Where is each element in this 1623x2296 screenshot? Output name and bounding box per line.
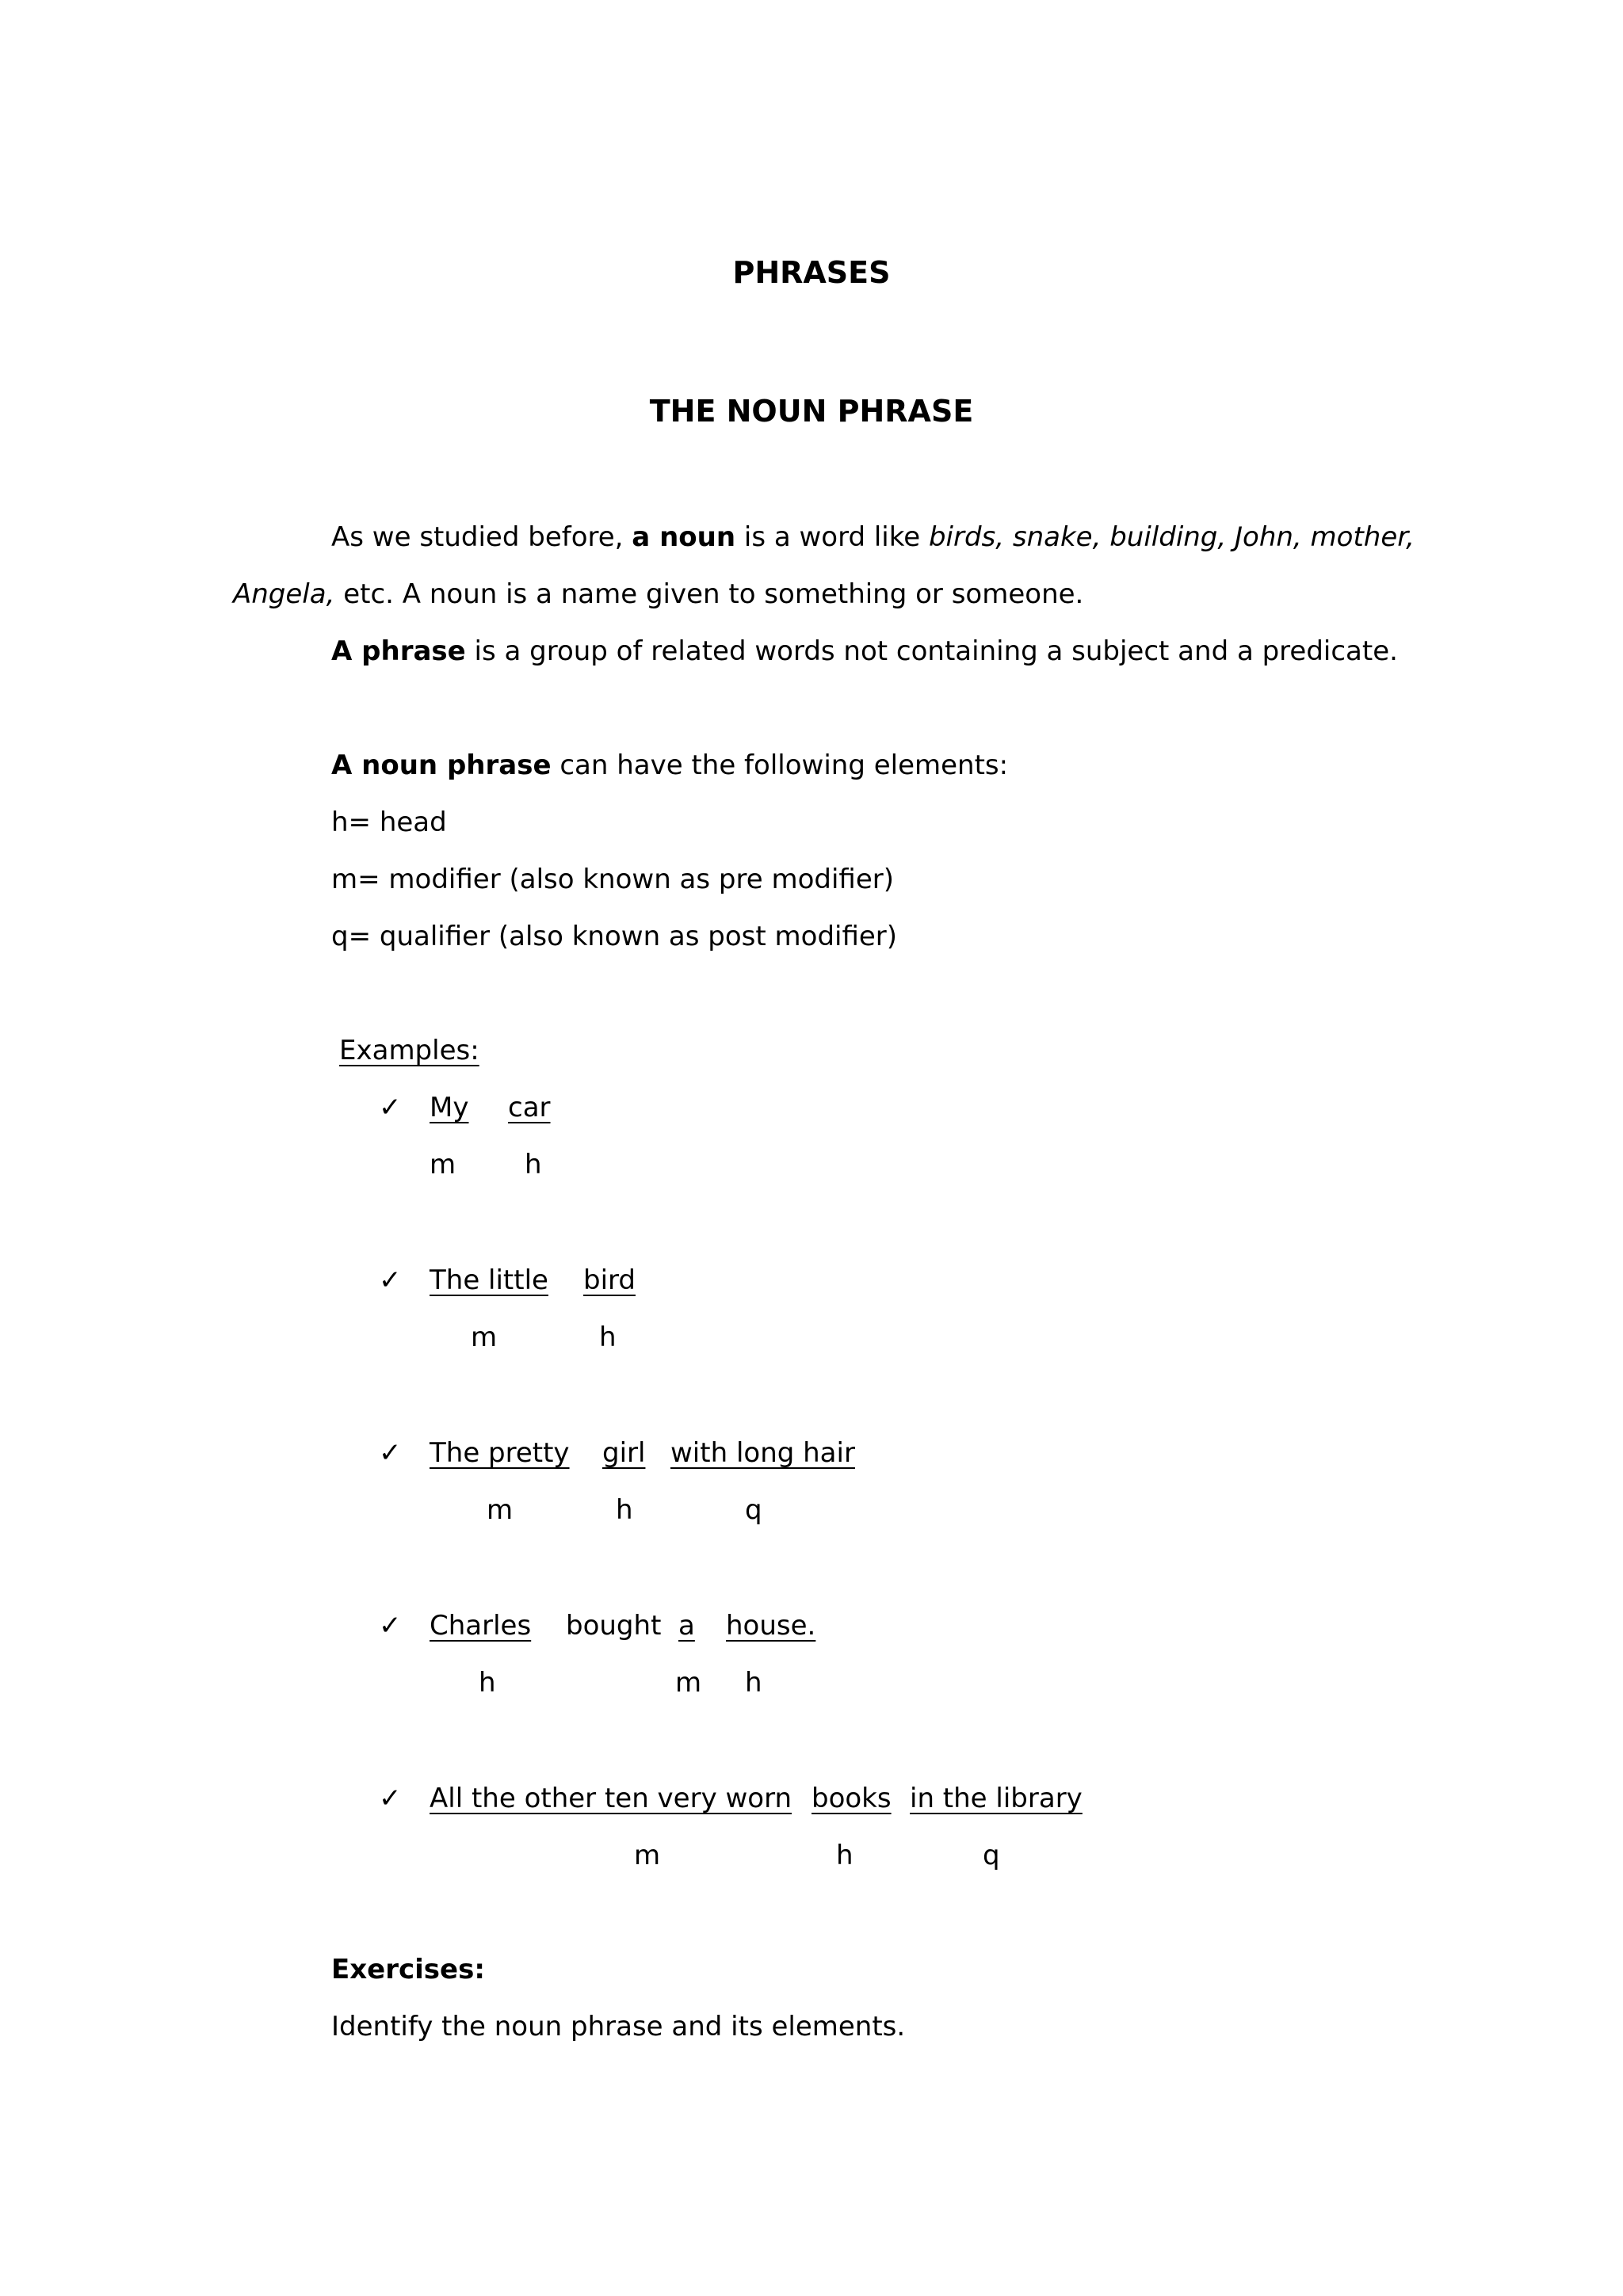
definition-text: is a group of related words not containing a subject and a predicate. (474, 635, 1398, 667)
exercises-instruction: Identify the noun phrase and its elements. (331, 2011, 906, 2042)
example-word: house. (726, 1610, 816, 1642)
term-noun: a noun (632, 521, 736, 553)
section-title: THE NOUN PHRASE (649, 394, 974, 429)
check-icon: ✓ (379, 1092, 402, 1123)
element-modifier: m= modifier (also known as pre modifier) (331, 864, 894, 895)
noun-example-angela: Angela, (233, 578, 335, 610)
element-label: h (745, 1667, 762, 1699)
intro-line-1 (331, 509, 1415, 566)
element-qualifier: q= qualifier (also known as post modifier) (331, 921, 898, 952)
noun-phrase-lead (331, 737, 1008, 794)
term-noun-phrase: A noun phrase (331, 749, 552, 781)
element-label: m (634, 1840, 661, 1871)
element-label: m (430, 1149, 456, 1180)
example-word: car (508, 1092, 551, 1123)
example-word: Charles (430, 1610, 532, 1642)
intro-text: is a word like (743, 521, 921, 553)
intro-text: etc. A noun is a name given to something or someone. (343, 578, 1084, 610)
element-label: m (487, 1494, 514, 1526)
intro-line-2 (233, 566, 1083, 623)
example-word: bird (583, 1264, 636, 1296)
element-label: q (983, 1840, 1000, 1871)
exercises-heading: Exercises: (331, 1954, 485, 1985)
lead-text: can have the following elements: (559, 749, 1009, 781)
element-label: q (745, 1494, 762, 1526)
example-word: with long hair (670, 1437, 855, 1469)
example-word: in the library (910, 1783, 1083, 1814)
element-label: m (675, 1667, 702, 1699)
phrase-definition (331, 623, 1398, 680)
example-word: All the other ten very worn (430, 1783, 792, 1814)
check-icon: ✓ (379, 1437, 402, 1469)
example-word: bought (566, 1610, 662, 1642)
example-word: books (812, 1783, 892, 1814)
element-label: h (525, 1149, 542, 1180)
element-label: h (599, 1322, 617, 1353)
example-word: My (430, 1092, 469, 1123)
example-word: girl (602, 1437, 646, 1469)
element-label: h (479, 1667, 496, 1699)
check-icon: ✓ (379, 1783, 402, 1814)
element-label: h (616, 1494, 633, 1526)
term-phrase: A phrase (331, 635, 466, 667)
element-head: h= head (331, 807, 447, 838)
example-word: The pretty (430, 1437, 570, 1469)
page-title: PHRASES (732, 255, 891, 290)
element-label: h (836, 1840, 854, 1871)
example-word: The little (430, 1264, 548, 1296)
check-icon: ✓ (379, 1264, 402, 1296)
examples-heading: Examples: (339, 1035, 479, 1066)
noun-examples: birds, snake, building, John, mother, (928, 521, 1415, 553)
check-icon: ✓ (379, 1610, 402, 1642)
example-word: a (678, 1610, 695, 1642)
element-label: m (471, 1322, 498, 1353)
intro-text: As we studied before, (331, 521, 624, 553)
